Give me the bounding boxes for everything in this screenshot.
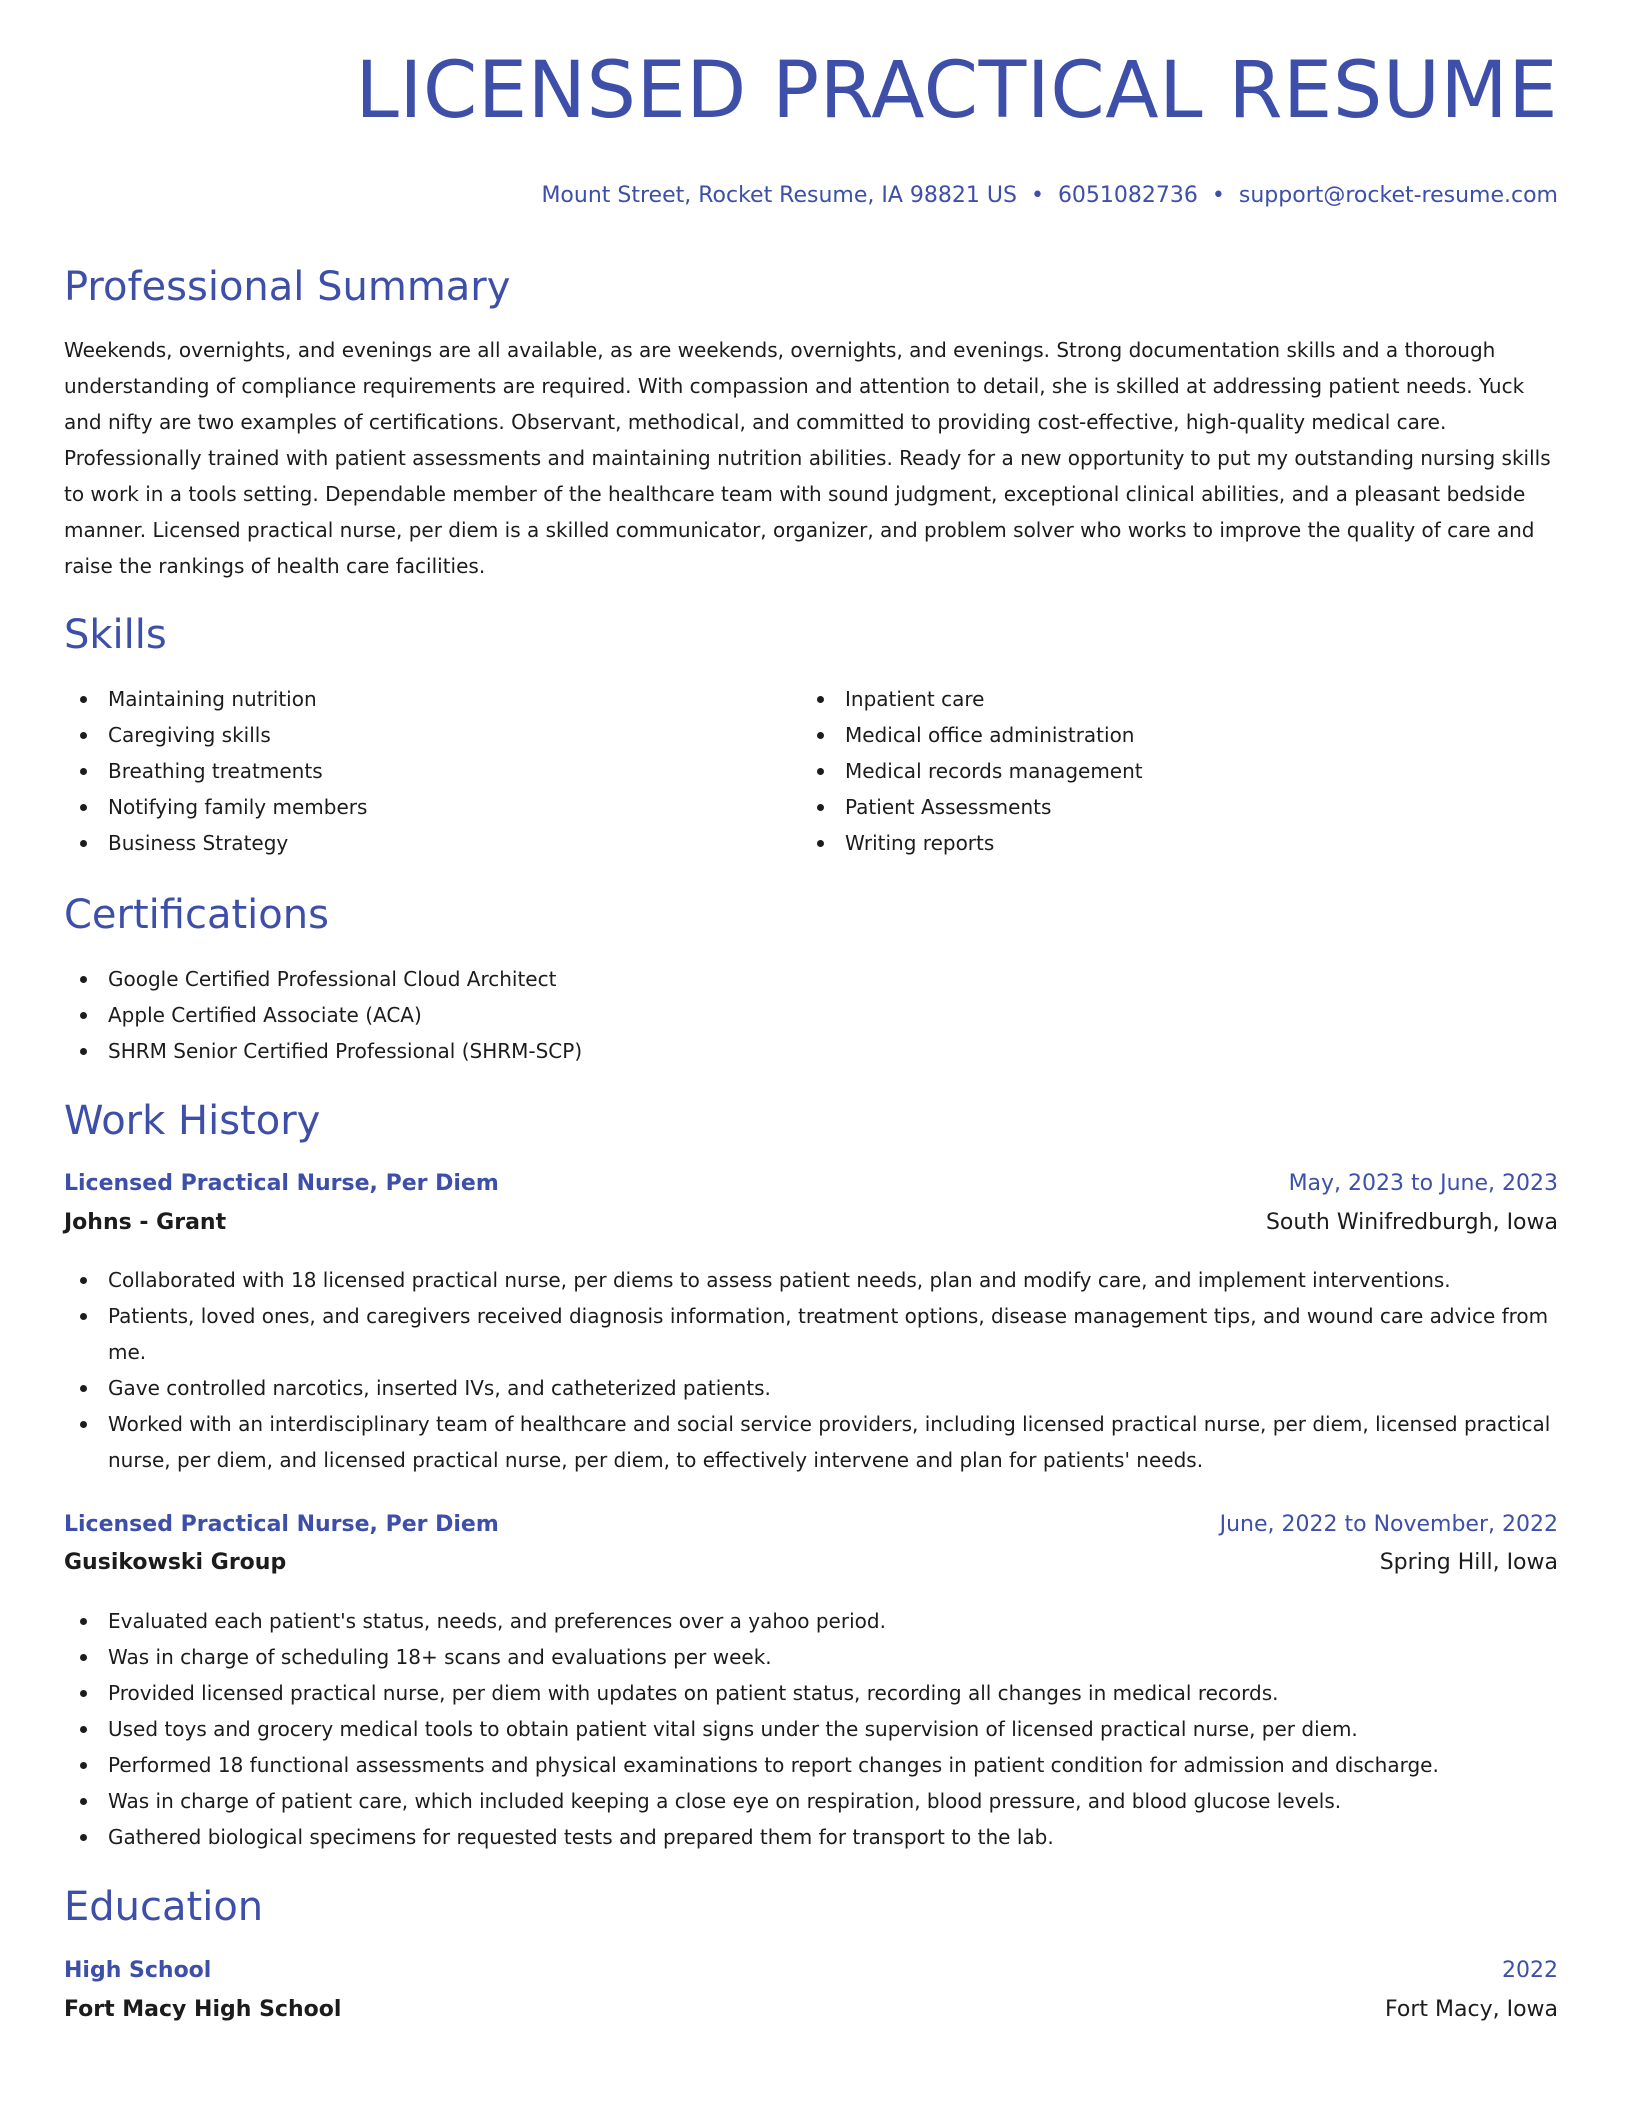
section-title-certifications: Certifications	[64, 892, 329, 938]
skill-item: Medical records management	[801, 753, 1501, 789]
section-title-education: Education	[64, 1884, 264, 1930]
contact-phone: 6051082736	[1057, 183, 1198, 208]
job-duty: Gathered biological specimens for requested tests and prepared them for transport to the lab.	[64, 1819, 1558, 1855]
contact-address: Mount Street, Rocket Resume, IA 98821 US	[541, 183, 1017, 208]
education-degree: High School	[64, 1958, 212, 1983]
job-duty: Was in charge of scheduling 18+ scans and evaluations per week.	[64, 1639, 1558, 1675]
job-company: Gusikowski Group	[64, 1550, 287, 1575]
job-duties-list	[64, 1603, 1558, 1855]
job-duty: Gave controlled narcotics, inserted IVs, and catheterized patients.	[64, 1370, 1558, 1406]
section-title-summary: Professional Summary	[64, 264, 511, 310]
contact-email: support@rocket-resume.com	[1238, 183, 1558, 208]
skill-item: Writing reports	[801, 825, 1501, 861]
resume-title: LICENSED PRACTICAL RESUME	[355, 46, 1558, 136]
education-school: Fort Macy High School	[64, 1997, 342, 2022]
certification-item: SHRM Senior Certified Professional (SHRM-SCP)	[64, 1033, 1558, 1069]
skill-item: Maintaining nutrition	[64, 681, 764, 717]
certification-item: Apple Certified Associate (ACA)	[64, 997, 1558, 1033]
job-employer	[64, 1210, 1558, 1240]
job-dates: June, 2022 to November, 2022	[1219, 1512, 1558, 1537]
job-duty: Worked with an interdisciplinary team of healthcare and social service providers, including licensed practical nurse, per diem, licensed practical nurse, per diem, and licensed practical nurse, per diem, to effectively intervene and plan for patients' needs.	[64, 1406, 1558, 1478]
skill-item: Patient Assessments	[801, 789, 1501, 825]
job-duty: Evaluated each patient's status, needs, and preferences over a yahoo period.	[64, 1603, 1558, 1639]
job-location: Spring Hill, Iowa	[1379, 1550, 1558, 1575]
education-location: Fort Macy, Iowa	[1385, 1997, 1558, 2022]
contact-separator: •	[1211, 183, 1225, 208]
skill-item: Business Strategy	[64, 825, 764, 861]
education-year: 2022	[1502, 1958, 1558, 1983]
certifications-list	[64, 961, 1558, 1069]
job-location: South Winifredburgh, Iowa	[1265, 1210, 1558, 1235]
job-dates: May, 2023 to June, 2023	[1288, 1171, 1558, 1196]
education-school-row	[64, 1997, 1558, 2027]
job-duty: Performed 18 functional assessments and physical examinations to report changes in patient condition for admission and discharge.	[64, 1747, 1558, 1783]
skill-item: Notifying family members	[64, 789, 764, 825]
skill-item: Medical office administration	[801, 717, 1501, 753]
job-header	[64, 1171, 1558, 1201]
job-duty: Provided licensed practical nurse, per diem with updates on patient status, recording all changes in medical records.	[64, 1675, 1558, 1711]
job-company: Johns - Grant	[64, 1210, 227, 1235]
job-employer	[64, 1550, 1558, 1580]
education-header	[64, 1958, 1558, 1988]
job-duties-list	[64, 1262, 1558, 1478]
skill-item: Caregiving skills	[64, 717, 764, 753]
skill-item: Inpatient care	[801, 681, 1501, 717]
job-duty: Was in charge of patient care, which included keeping a close eye on respiration, blood pressure, and blood glucose levels.	[64, 1783, 1558, 1819]
skills-list-right	[801, 681, 1501, 861]
contact-separator: •	[1030, 183, 1044, 208]
skills-list-left	[64, 681, 764, 861]
job-duty: Collaborated with 18 licensed practical nurse, per diems to assess patient needs, plan and modify care, and implement interventions.	[64, 1262, 1558, 1298]
section-title-skills: Skills	[64, 612, 167, 658]
summary-text: Weekends, overnights, and evenings are all available, as are weekends, overnights, and evenings. Strong documentation skills and a thorough understanding of compliance requirements are required. With compassion and attention to detail, she is skilled at addressing patient needs. Yuck and nifty are two examples of certifications. Observant, methodical, and committed to providing cost-effective, high-quality medical care. Professionally trained with patient assessments and maintaining nutrition abilities. Ready for a new opportunity to put my outstanding nursing skills to work in a tools setting. Dependable member of the healthcare team with sound judgment, exceptional clinical abilities, and a pleasant bedside manner. Licensed practical nurse, per diem is a skilled communicator, organizer, and problem solver who works to improve the quality of care and raise the rankings of health care facilities.	[64, 338, 1551, 578]
section-title-work-history: Work History	[64, 1098, 321, 1144]
contact-line	[541, 183, 1558, 208]
certification-item: Google Certified Professional Cloud Architect	[64, 961, 1558, 997]
job-duty: Used toys and grocery medical tools to obtain patient vital signs under the supervision of licensed practical nurse, per diem.	[64, 1711, 1558, 1747]
job-title: Licensed Practical Nurse, Per Diem	[64, 1512, 499, 1537]
job-duty: Patients, loved ones, and caregivers received diagnosis information, treatment options, disease management tips, and wound care advice from me.	[64, 1298, 1558, 1370]
job-title: Licensed Practical Nurse, Per Diem	[64, 1171, 499, 1196]
skill-item: Breathing treatments	[64, 753, 764, 789]
job-header	[64, 1512, 1558, 1542]
